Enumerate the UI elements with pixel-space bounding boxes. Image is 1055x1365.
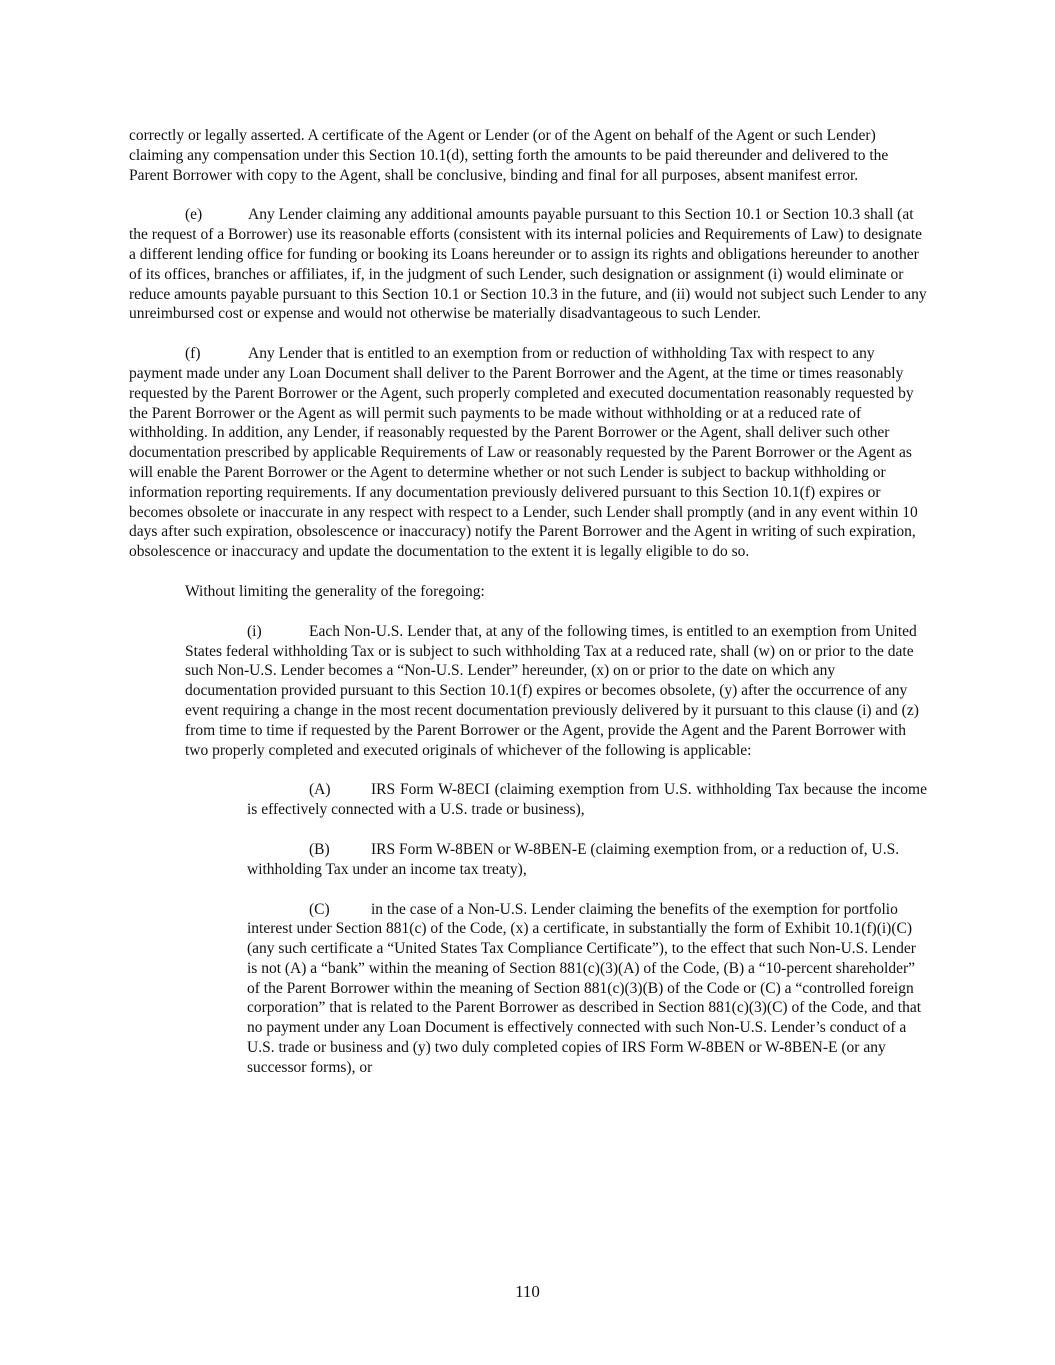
clause-a-text: IRS Form W-8ECI (claiming exemption from U.S. withholding Tax because the income is effectively connected with a U.S. trade or business), bbox=[247, 781, 927, 819]
clause-a-label: (A) bbox=[309, 781, 331, 799]
clause-b bbox=[247, 840, 927, 880]
paragraph-f bbox=[129, 344, 927, 562]
subclauses-block bbox=[247, 780, 927, 1077]
paragraph-e-text: Any Lender claiming any additional amounts payable pursuant to this Section 10.1 or Section 10.3 shall (at the request of a Borrower) use its reasonable efforts (consistent with its internal policies and Requirements of Law) to designate a different lending office for funding or booking its Loans hereunder or to assign its rights and obligations hereunder to another of its offices, branches or affiliates, if, in the judgment of such Lender, such designation or assignment (i) would eliminate or reduce amounts payable pursuant to this Section 10.1 or Section 10.3 in the future, and (ii) would not subject such Lender to any unreimbursed cost or expense and would not otherwise be materially disadvantageous to such Lender. bbox=[129, 206, 927, 323]
document-body bbox=[129, 126, 927, 1098]
clause-i-text: Each Non-U.S. Lender that, at any of the following times, is entitled to an exemption from United States federal withholding Tax or is subject to such withholding Tax at a reduced rate, shall (w) on or prior to the date such Non-U.S. Lender becomes a “Non-U.S. Lender” hereunder, (x) on or prior to the date on which any documentation provided pursuant to this Section 10.1(f) expires or becomes obsolete, (y) after the occurrence of any event requiring a change in the most recent documentation previously delivered by it pursuant to this clause (i) and (z) from time to time if requested by the Parent Borrower or the Agent, provide the Agent and the Parent Borrower with two properly completed and executed originals of whichever of the following is applicable: bbox=[185, 622, 919, 759]
continuation-paragraph: correctly or legally asserted. A certificate of the Agent or Lender (or of the Agent on behalf of the Agent or such Lender) claiming any compensation under this Section 10.1(d), setting forth the amounts to be paid thereunder and delivered to the Parent Borrower with copy to the Agent, shall be conclusive, binding and final for all purposes, absent manifest error. bbox=[129, 127, 889, 184]
paragraph-f-text: Any Lender that is entitled to an exemption from or reduction of withholding Tax with respect to any payment made under any Loan Document shall deliver to the Parent Borrower and the Agent, at the time or times reasonably requested by the Parent Borrower or the Agent, such properly completed and executed documentation reasonably requested by the Parent Borrower or the Agent as will permit such payments to be made without withholding or at a reduced rate of withholding. In addition, any Lender, if reasonably requested by the Parent Borrower or the Agent, shall deliver such other documentation prescribed by applicable Requirements of Law or reasonably requested by the Parent Borrower or the Agent as will enable the Parent Borrower or the Agent to determine whether or not such Lender is subject to backup withholding or information reporting requirements. If any documentation previously delivered pursuant to this Section 10.1(f) expires or becomes obsolete or inaccurate in any respect with respect to a Lender, such Lender shall promptly (and in any event within 10 days after such expiration, obsolescence or inaccuracy) notify the Parent Borrower and the Agent in writing of such expiration, obsolescence or inaccuracy and update the documentation to the extent it is legally eligible to do so. bbox=[129, 345, 918, 561]
clause-i bbox=[185, 622, 927, 761]
page-number: 110 bbox=[515, 1282, 540, 1301]
clause-c-label: (C) bbox=[309, 900, 330, 918]
paragraph-e bbox=[129, 205, 927, 324]
clause-c-text: in the case of a Non-U.S. Lender claiming the benefits of the exemption for portfolio interest under Section 881(c) of the Code, (x) a certificate, in substantially the form of Exhibit 10.1(f)(i)(C) (any such certificate a “United States Tax Compliance Certificate”), to the effect that such Non-U.S. Lender is not (A) a “bank” within the meaning of Section 881(c)(3)(A) of the Code, (B) a “10-percent shareholder” of the Parent Borrower within the meaning of Section 881(c)(3)(B) of the Code or (C) a “controlled foreign corporation” that is related to the Parent Borrower as described in Section 881(c)(3)(C) of the Code, and that no payment under any Loan Document is effectively connected with such Non-U.S. Lender’s conduct of a U.S. trade or business and (y) two duly completed copies of IRS Form W-8BEN or W-8BEN-E (or any successor forms), or bbox=[247, 900, 922, 1076]
clause-a bbox=[247, 780, 927, 820]
clause-b-label: (B) bbox=[309, 840, 330, 858]
without-limiting-paragraph: Without limiting the generality of the foregoing: bbox=[185, 582, 485, 600]
paragraph-f-label: (f) bbox=[185, 345, 201, 363]
clause-b-text: IRS Form W-8BEN or W-8BEN-E (claiming exemption from, or a reduction of, U.S. withholding Tax under an income tax treaty), bbox=[247, 840, 900, 878]
paragraph-e-label: (e) bbox=[185, 206, 203, 224]
clause-i-block bbox=[185, 622, 927, 761]
clause-c bbox=[247, 900, 927, 1078]
clause-i-label: (i) bbox=[247, 622, 262, 640]
